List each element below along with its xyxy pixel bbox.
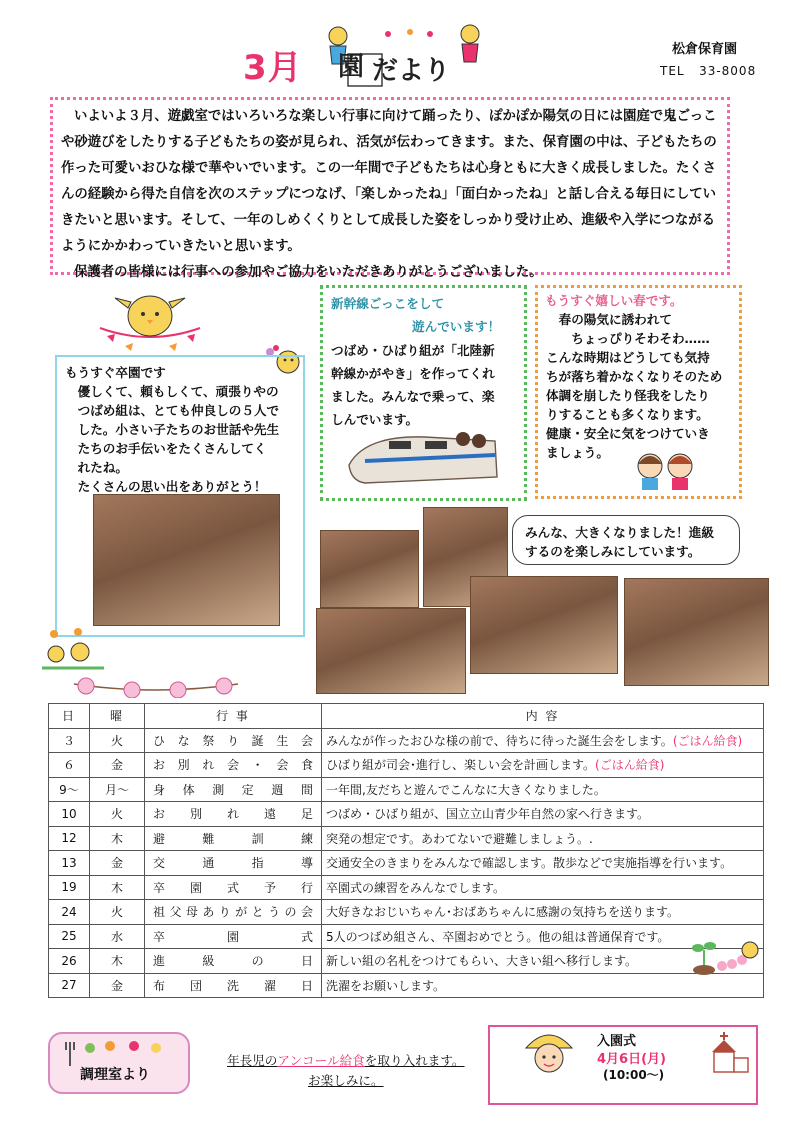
schedule-content	[322, 777, 764, 802]
spring-line: 健康・安全に気をつけていき	[546, 426, 710, 441]
toddler-photo	[320, 530, 419, 608]
schedule-content-text: 大好きなおじいちゃん･おばあちゃんに感謝の気持ちを送ります。	[326, 905, 680, 920]
spring-text	[546, 310, 740, 462]
schedule-day	[49, 728, 90, 753]
shinkansen-line: ました。みんなで乗って、楽	[331, 389, 495, 404]
schedule-weekday-text: 木	[110, 831, 123, 846]
kitchen-note	[227, 1050, 465, 1069]
schedule-weekday-text: 水	[110, 929, 123, 944]
shinkansen-line: 幹線かがやき」を作ってくれ	[331, 366, 495, 381]
schedule-day-text: ３	[62, 733, 75, 748]
spring-line: りすることも多くなります。	[546, 407, 709, 422]
schedule-event	[145, 826, 322, 851]
schedule-day-text: 13	[61, 855, 77, 870]
entrance-ceremony-time: (10:00～)	[603, 1068, 665, 1082]
schedule-event-text: 卒園式	[153, 929, 313, 944]
schedule-content	[322, 802, 764, 827]
header-event: 行 事	[145, 704, 322, 729]
schedule-row	[49, 924, 764, 949]
schedule-day	[49, 851, 90, 876]
schedule-body	[49, 728, 764, 998]
shinkansen-line: しんでいます。	[331, 412, 419, 427]
schedule-content-text: つばめ・ひばり組が、国立立山青少年自然の家へ行きます。	[326, 807, 650, 822]
shinkansen-heading-2: 遊んでいます！	[412, 319, 501, 334]
schedule-event-text: ひな祭り誕生会	[153, 733, 313, 748]
schedule-weekday-text: 火	[110, 733, 123, 748]
sprout-caterpillar-icon	[692, 928, 762, 976]
chicks-grass-icon	[40, 624, 106, 670]
schedule-row	[49, 949, 764, 974]
kitchen-note-highlight: アンコール給食	[277, 1053, 365, 1068]
schedule-weekday-text: 金	[110, 856, 123, 871]
schedule-meal-note: (ごはん給食)	[595, 758, 665, 773]
newsletter-title: だより	[372, 56, 451, 86]
schedule-weekday-text: 木	[110, 880, 123, 895]
intro-box	[50, 97, 730, 280]
graduation-line: 優しくて、頼もしくて、頑張りやの	[65, 384, 279, 399]
schedule-event	[145, 900, 322, 925]
schedule-weekday	[90, 875, 145, 900]
schedule-weekday	[90, 753, 145, 778]
schedule-day	[49, 753, 90, 778]
spring-heading: もうすぐ嬉しい春です。	[545, 293, 683, 308]
child-hat-icon	[520, 1028, 578, 1080]
header-content: 内 容	[322, 704, 764, 729]
schedule-weekday	[90, 973, 145, 998]
schedule-content-text: 洗濯をお願いします。	[326, 978, 446, 993]
schedule-content	[322, 826, 764, 851]
spring-line: ちが落ち着かなくなりそのため	[546, 369, 723, 384]
schedule-day	[49, 900, 90, 925]
train-play-photo	[345, 425, 503, 491]
schedule-content	[322, 728, 764, 753]
schedule-event	[145, 753, 322, 778]
graduation-line: つばめ組は、とても仲良しの５人で	[65, 403, 280, 418]
schedule-meal-note: (ごはん給食)	[672, 733, 743, 748]
bubble-line: みんな、大きくなりました！進級	[525, 525, 714, 540]
class-group-photo	[470, 576, 618, 674]
schedule-weekday	[90, 777, 145, 802]
schedule-weekday	[90, 900, 145, 925]
schedule-event-text: 避難訓練	[153, 831, 313, 846]
schedule-day-text: 9～	[59, 782, 79, 797]
bubble-line: するのを楽しみにしています。	[525, 544, 701, 559]
schedule-day	[49, 875, 90, 900]
kitchen-note-post: を取り入れます。	[364, 1053, 465, 1068]
schedule-content-text: 新しい組の名札をつけてもらい、大きい組へ移行します。	[326, 954, 638, 969]
schedule-header-row	[49, 704, 764, 729]
graduation-message	[65, 363, 301, 496]
schedule-content-text: 交通安全のきまりをみんなで確認します。散歩などで実施指導を行います。	[326, 856, 733, 871]
schedule-content-text: 一年間,友だちと遊んでこんなに大きくなりました。	[326, 782, 606, 797]
schedule-row	[49, 753, 764, 778]
schedule-weekday	[90, 802, 145, 827]
schedule-day	[49, 949, 90, 974]
schedule-weekday-text: 月～	[104, 782, 129, 797]
schedule-event-text: 進級の日	[153, 954, 313, 969]
schedule-weekday-text: 金	[110, 978, 123, 993]
schedule-day-text: 26	[61, 953, 77, 968]
schedule-content-text: 突発の想定です。あわてないで避難しましょう。.	[326, 831, 593, 846]
schedule-weekday-text: 火	[110, 807, 123, 822]
spring-line: ましょう。	[546, 445, 609, 460]
church-building-icon	[704, 1030, 750, 1074]
graduation-line: たちのお手伝いをたくさんしてく	[65, 441, 267, 456]
schedule-event-text: お別れ会・会食	[153, 758, 313, 773]
shinkansen-line: つばめ・ひばり組が「北陸新	[331, 343, 495, 358]
schedule-content-text: みんなが作ったおひな様の前で、待ちに待った誕生会をします。	[326, 733, 673, 748]
schedule-weekday-text: 木	[110, 954, 123, 969]
schedule-content-text: 5人のつばめ組さん、卒園おめでとう。他の組は普通保育です。	[326, 929, 670, 944]
spring-line: ちょっぴりそわそわ……	[546, 331, 710, 346]
schedule-event-text: 祖父母ありがとうの会	[153, 905, 313, 920]
graduates-photo	[93, 494, 280, 626]
schedule-event	[145, 949, 322, 974]
schedule-content	[322, 900, 764, 925]
schedule-content-text: ひばり組が司会･進行し、楽しい会を計画します。	[326, 758, 596, 773]
schedule-day	[49, 973, 90, 998]
schedule-day	[49, 777, 90, 802]
schedule-weekday	[90, 924, 145, 949]
intro-paragraph: いよいよ３月、遊戯室ではいろいろな楽しい行事に向けて踊ったり、ぽかぽか陽気の日には園庭で鬼ごっこや砂遊びをしたりする子どもたちの姿が見られ、活気が伝わってきます。また、保育園の中は、子どもたちの作った可愛いおひな様で華やいでいます。この一年間で子どもたちは心身ともに大きく成長しました。たくさんの経験から得た自信を次のステップにつなげ、「楽しかったね」「面白かったね」と話し合える毎日にしていきたいと思います。そして、一年のしめくくりとして成長した姿をしっかり受け止め、進級や入学につながるようにかかわっていきたいと思います。	[61, 109, 717, 254]
kitchen-note-2: お楽しみに。	[308, 1073, 384, 1088]
schedule-content-text: 卒園式の練習をみんなでします。	[326, 880, 506, 895]
phone-number	[660, 64, 756, 78]
schedule-weekday-text: 金	[110, 758, 123, 773]
schedule-day-text: ６	[62, 758, 75, 773]
schedule-event	[145, 924, 322, 949]
spring-line: 体調を崩したり怪我をしたり	[546, 388, 710, 403]
toy-car-photo	[316, 608, 466, 694]
schedule-table	[48, 703, 764, 998]
schedule-event	[145, 802, 322, 827]
schedule-event-text: お別れ遠足	[153, 807, 313, 822]
spring-line: 春の陽気に誘われて	[546, 312, 672, 327]
graduation-line: たくさんの思い出をありがとう！	[65, 479, 267, 494]
schedule-day-text: 19	[61, 880, 77, 895]
schedule-row	[49, 875, 764, 900]
graduation-line: した。小さい子たちのお世話や先生	[65, 422, 280, 437]
schedule-content	[322, 973, 764, 998]
flower-garland-icon	[70, 672, 242, 698]
schedule-content	[322, 851, 764, 876]
graduation-line: もうすぐ卒園です	[65, 365, 166, 380]
schedule-event	[145, 851, 322, 876]
schedule-row	[49, 802, 764, 827]
header-weekday: 曜	[90, 704, 145, 729]
schedule-event-text: 卒園式予行	[153, 880, 313, 895]
schedule-event-text: 身体測定週間	[153, 782, 313, 797]
intro-thanks: 保護者の皆様には行事への参加やご協力をいただきありがとうございました。	[74, 265, 543, 280]
schedule-day-text: 24	[61, 904, 77, 919]
month-title: 3月	[243, 48, 303, 88]
schedule-row	[49, 826, 764, 851]
schedule-row	[49, 728, 764, 753]
schedule-day	[49, 924, 90, 949]
organization-name: 松倉保育園	[672, 42, 738, 57]
phone-value: 33-8008	[699, 64, 757, 78]
class-group-photo-2	[624, 578, 769, 686]
schedule-event-text: 交通指導	[153, 856, 313, 871]
phone-label: TEL	[660, 64, 685, 78]
schedule-row	[49, 777, 764, 802]
schedule-event	[145, 973, 322, 998]
schedule-event	[145, 875, 322, 900]
schedule-content	[322, 875, 764, 900]
chick-bird-icon	[95, 288, 205, 358]
shinkansen-heading: 新幹線ごっこをして	[331, 296, 445, 311]
two-children-icon	[632, 450, 700, 492]
schedule-day-text: 25	[61, 929, 77, 944]
schedule-row	[49, 973, 764, 998]
kitchen-label: 調理室より	[80, 1067, 150, 1083]
entrance-ceremony-title: 入園式	[597, 1034, 637, 1049]
entrance-ceremony-date: 4月6日(月)	[597, 1052, 666, 1067]
spring-line: こんな時期はどうしても気持	[546, 350, 710, 365]
graduation-line: れたね。	[65, 460, 128, 475]
schedule-day-text: 27	[61, 978, 77, 993]
schedule-event	[145, 728, 322, 753]
schedule-weekday-text: 火	[110, 905, 123, 920]
header-day: 日	[49, 704, 90, 729]
schedule-weekday	[90, 826, 145, 851]
schedule-weekday	[90, 851, 145, 876]
schedule-event	[145, 777, 322, 802]
title-kanji: 園	[338, 52, 365, 82]
speech-bubble	[512, 515, 740, 565]
schedule-row	[49, 900, 764, 925]
kitchen-note-pre: 年長児の	[227, 1053, 278, 1068]
schedule-row	[49, 851, 764, 876]
schedule-weekday	[90, 949, 145, 974]
schedule-day	[49, 802, 90, 827]
schedule-weekday	[90, 728, 145, 753]
schedule-content	[322, 753, 764, 778]
schedule-event-text: 布団洗濯日	[153, 978, 313, 993]
schedule-day	[49, 826, 90, 851]
schedule-day-text: 12	[61, 831, 77, 846]
shinkansen-text	[331, 339, 521, 431]
schedule-day-text: 10	[61, 806, 77, 821]
